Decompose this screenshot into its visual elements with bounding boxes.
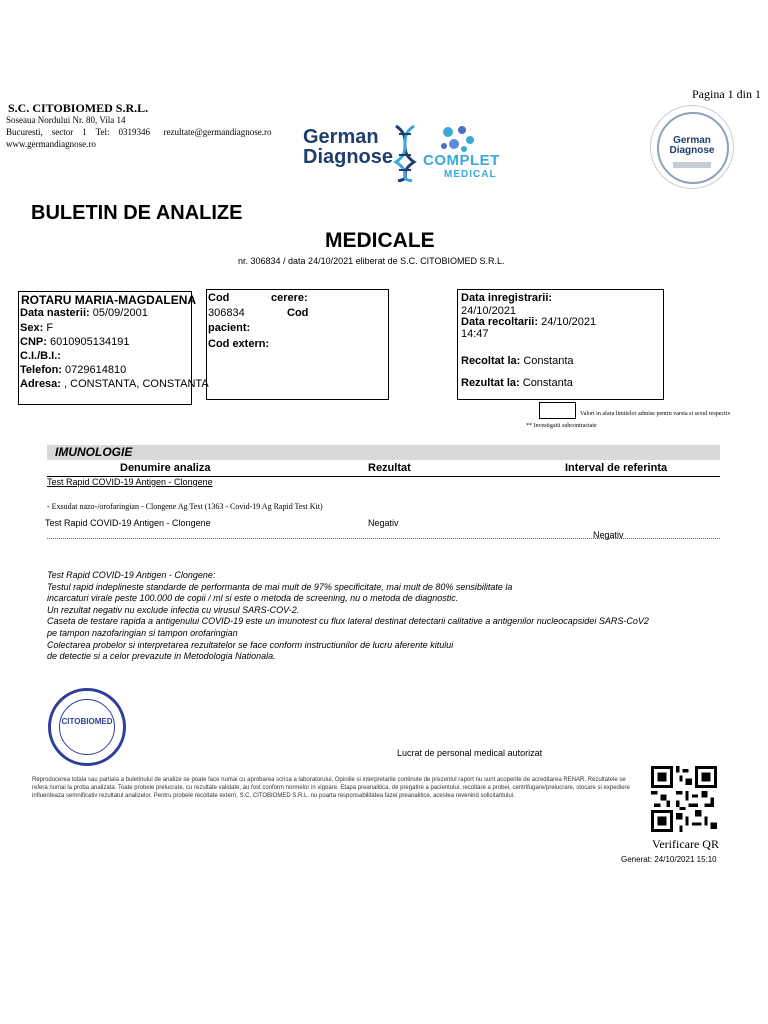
report-subtitle: nr. 306834 / data 24/10/2021 eliberat de S.C. CITOBIOMED S.R.L. — [238, 256, 505, 266]
result-row-name: Test Rapid COVID-19 Antigen - Clongene — [45, 518, 211, 528]
sex-field: Sex: F — [20, 322, 54, 334]
medical-logo-text: MEDICAL — [444, 169, 497, 180]
section-header-bar — [47, 445, 720, 460]
result-row-value: Negativ — [368, 518, 399, 528]
column-header-name: Denumire analiza — [120, 462, 211, 474]
request-code: 306834 — [208, 307, 245, 319]
company-name: S.C. CITOBIOMED S.R.L. — [8, 101, 149, 115]
company-address: Soseaua Nordului Nr. 80, Vila 14 — [6, 115, 126, 125]
section-title: IMUNOLOGIE — [55, 445, 133, 459]
phone-field: Telefon: 0729614810 — [20, 364, 127, 376]
collected-at-field: Recoltat la: Constanta — [461, 355, 574, 367]
report-title: BULETIN DE ANALIZE — [31, 202, 243, 224]
pacient-label: pacient: — [208, 322, 251, 334]
test-title: Test Rapid COVID-19 Antigen - Clongene — [47, 477, 213, 487]
generated-timestamp: Generat: 24/10/2021 15:10 — [621, 855, 717, 864]
column-header-result: Rezultat — [368, 462, 411, 474]
cod-label: Cod — [208, 292, 230, 304]
cnp-field: CNP: 6010905134191 — [20, 336, 130, 348]
registration-date: 24/10/2021 — [461, 305, 517, 317]
address-field: Adresa: , CONSTANTA, CONSTANTA — [20, 378, 209, 390]
disclaimer-text: Reproducerea totala sau partiala a buletinului de analize se poate face numai cu aprobarea scrisa a laboratorului. Opiniile si interpretarile continute de prezentul raport nu sunt acoperite de acreditarea RENAR. Rezultatele se refera numai la proba analizata. Toate probele prelucrate, cu rezultate validate, au fost conform normelor in vigoare. Etapa preanalitica, de pregatire a pacientului, recoltare a probei, centrifugare/prelucrare, stocare si expediere influenteaza semnificativ rezultatul analizelor. Pentru probele recoltate extern, S.C. CITOBIOMED S.R.L. nu poarta responsabilitatea fazei preanalitice, acestea revenind solicitantului. — [32, 777, 630, 799]
note-line: Caseta de testare rapida a antigenului COVID-19 este un imunotest cu flux lateral destinat detectarii calitative a antigenilor nucleocapsidei SARS-CoV2 — [47, 616, 649, 627]
note-line: pe tampon nazofaringian si tampon orofaringian — [47, 627, 238, 638]
dna-helix-icon — [390, 124, 420, 182]
company-stamp: CITOBIOMED — [48, 688, 126, 766]
collection-date-field: Data recoltarii: 24/10/2021 — [461, 316, 597, 328]
dob-field: Data nasterii: 05/09/2001 — [20, 307, 148, 319]
collection-time: 14:47 — [461, 328, 489, 340]
note-line: Colectarea probelor si interpretarea rezultatelor se face conform instructiunilor de lucru aferente kitului — [47, 639, 454, 650]
result-at-field: Rezultat la: Constanta — [461, 377, 573, 389]
test-sample: - Exsudat nazo-/orofaringian - Clongene Ag Test (1363 - Covid-19 Ag Rapid Test Kit) — [47, 502, 323, 511]
test-notes — [47, 570, 649, 663]
ci-field: C.I./B.I.: — [20, 350, 61, 362]
note-line: Un rezultat negativ nu exclude infectia cu virusul SARS-COV-2. — [47, 604, 300, 615]
complet-molecule-icon — [440, 124, 476, 154]
cod-pacient-label: Cod — [287, 307, 309, 319]
legend-subcontracted: ** Investigatii subcontractate — [526, 423, 597, 429]
note-line: de detectie si a celor prevazute in Metodologia Nationala. — [47, 651, 276, 662]
registration-label: Data inregistrarii: — [461, 292, 553, 304]
result-row-reference: Negativ — [593, 530, 624, 540]
note-line: Testul rapid indeplineste standarde de performanta de mai mult de 97% specificitate, mai mult de 80% sensibilitate la — [47, 581, 513, 592]
legend-out-of-range: Valori in afara limitelor admise pentru varsta si sexul respectiv — [580, 411, 731, 417]
company-contact: Bucuresti, sector 1 Tel: 0319346 rezultate@germandiagnose.ro — [6, 127, 272, 137]
accreditation-seal: German Diagnose — [650, 105, 734, 189]
note-line: incarcaturi virale peste 100.000 de copii / ml si este o metoda de screening, nu o metoda de diagnostic. — [47, 593, 459, 604]
cod-extern-label: Cod extern: — [208, 338, 270, 350]
qr-verification-label: Verificare QR — [652, 837, 719, 851]
cerere-label: cerere: — [271, 292, 308, 304]
signature-note: Lucrat de personal medical autorizat — [397, 748, 543, 758]
patient-name: ROTARU MARIA-MAGDALENA — [21, 293, 197, 307]
note-line: Test Rapid COVID-19 Antigen - Clongene: — [47, 570, 216, 580]
column-header-reference: Interval de referinta — [565, 462, 668, 474]
out-of-range-legend-box — [539, 402, 576, 419]
page-number: Pagina 1 din 1 — [692, 87, 761, 101]
report-title-line2: MEDICALE — [325, 229, 435, 252]
qr-code-icon — [651, 766, 717, 832]
german-diagnose-logo: German Diagnose — [303, 126, 394, 168]
complet-logo-text: COMPLET — [423, 152, 500, 169]
company-website: www.germandiagnose.ro — [6, 139, 96, 149]
